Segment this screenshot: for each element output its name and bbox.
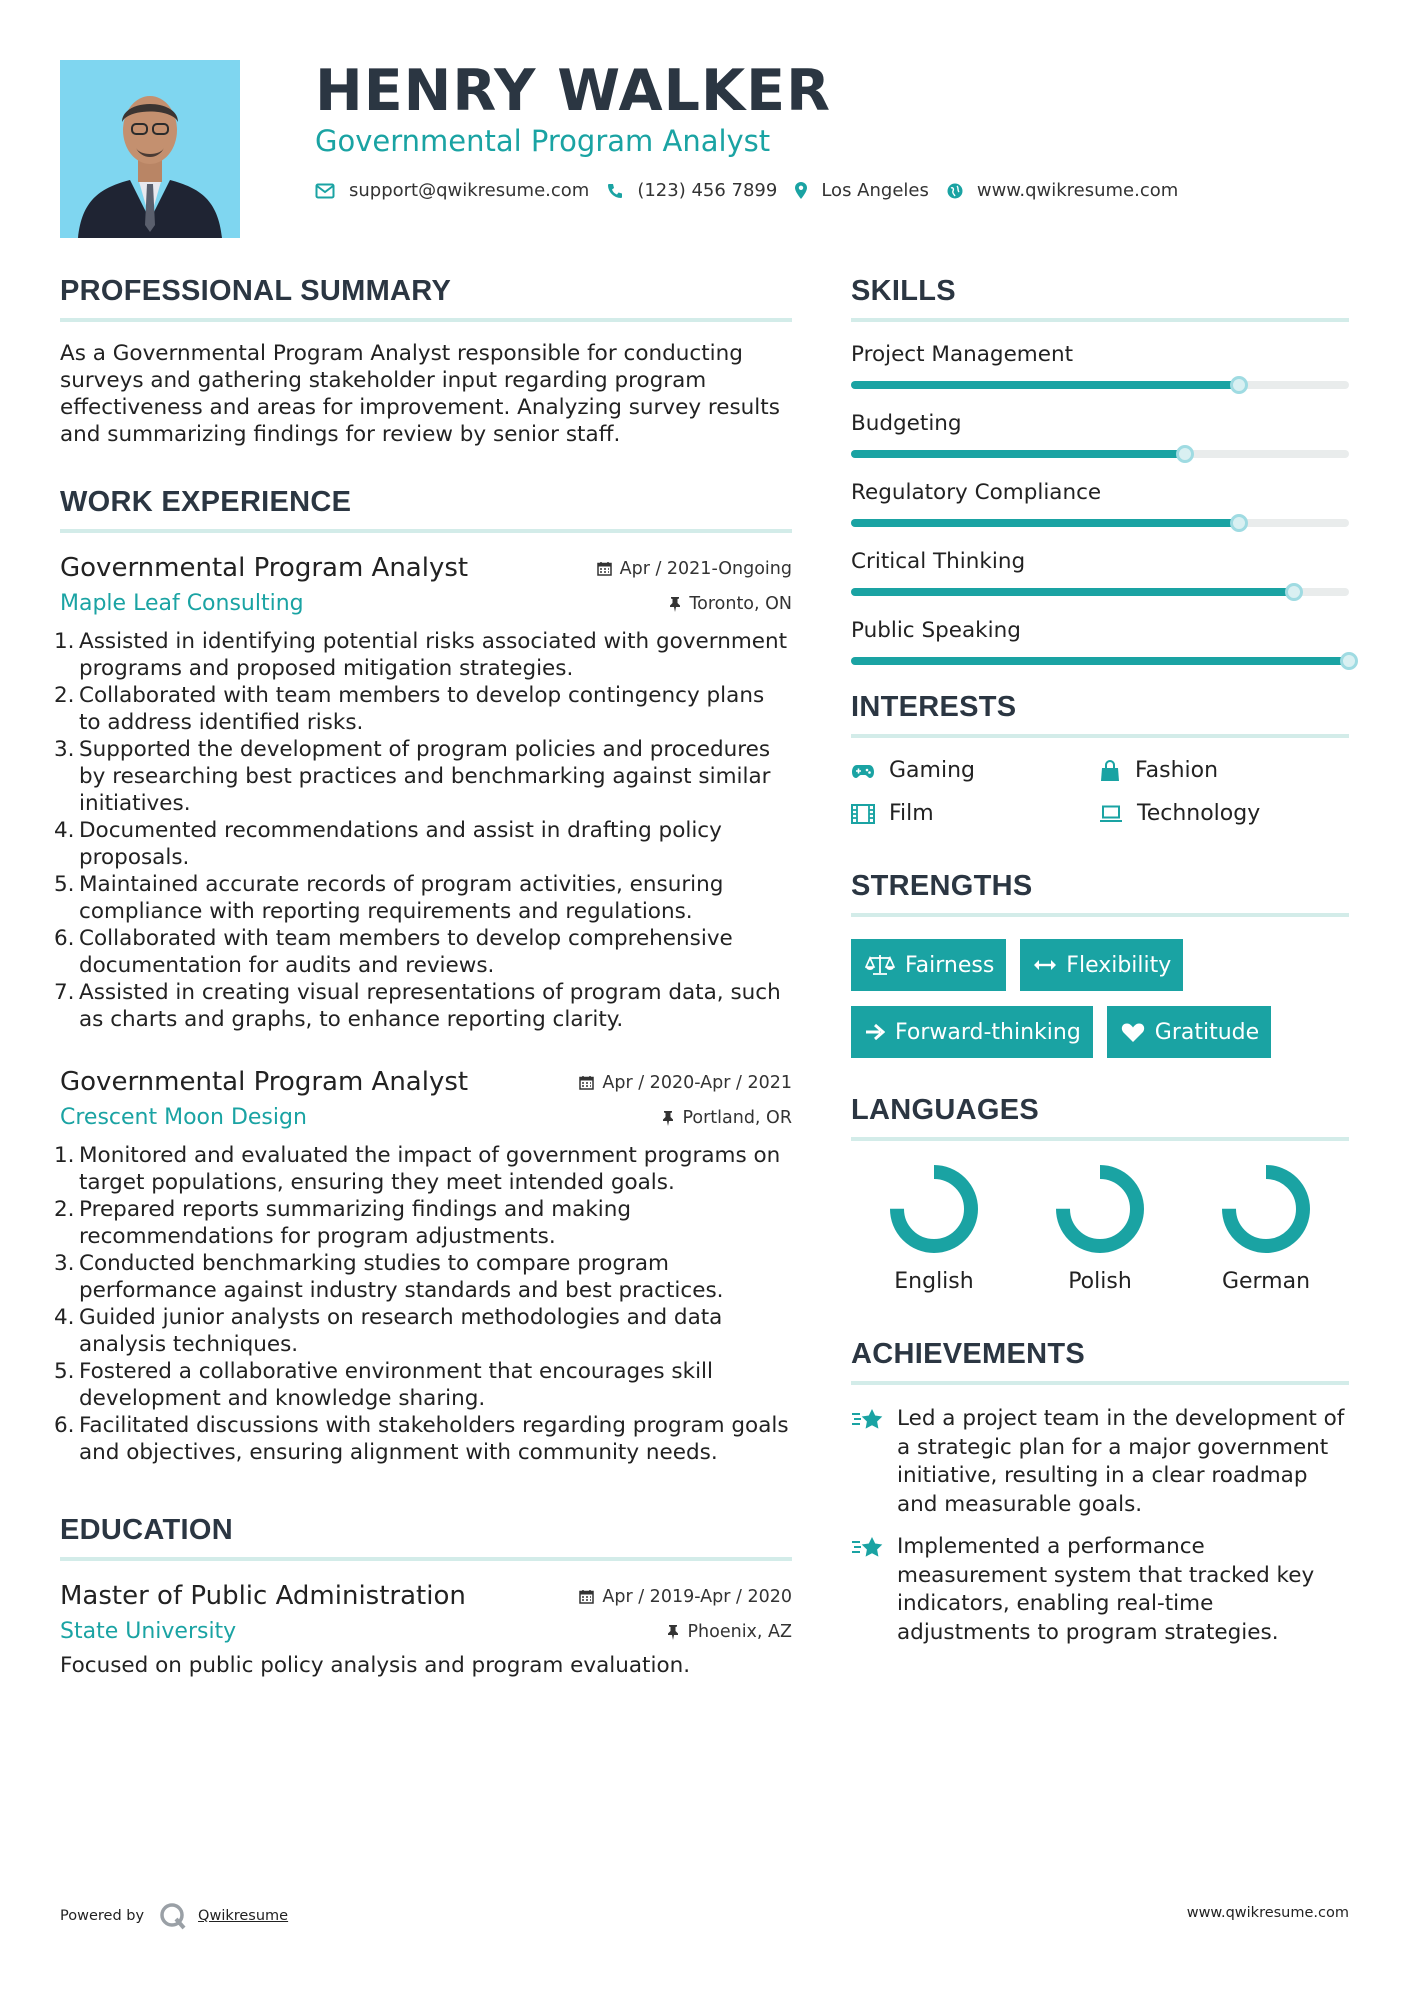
- skill-knob: [1176, 445, 1194, 463]
- interest-item: [851, 758, 1099, 783]
- interest-list: [851, 758, 1349, 826]
- skill-item: [851, 549, 1349, 596]
- skill-track: [851, 519, 1349, 527]
- job-location-text: Toronto, ON: [689, 593, 792, 614]
- interest-label: Film: [889, 801, 934, 826]
- skill-fill: [851, 381, 1239, 389]
- qwikresume-logo-icon: [158, 1901, 188, 1931]
- school-name: State University: [60, 1619, 237, 1644]
- laptop-icon: [1099, 805, 1123, 823]
- job-list: [54, 553, 792, 1466]
- skill-track: [851, 588, 1349, 596]
- heart-icon: [1121, 1022, 1145, 1043]
- strength-tag: [851, 939, 1006, 991]
- powered-by-text: Powered by: [60, 1908, 145, 1924]
- education-location-text: Phoenix, AZ: [687, 1621, 792, 1642]
- bullet-text: Guided junior analysts on research methodologies and data analysis techniques.: [79, 1305, 723, 1357]
- list-number: 6.: [54, 1413, 75, 1438]
- job-entry: [54, 553, 792, 1033]
- interest-item: [1099, 758, 1347, 783]
- job-location: [669, 594, 792, 614]
- language-ring-arc: [1063, 1172, 1137, 1246]
- job-date-text: Apr / 2021-Ongoing: [619, 558, 792, 579]
- list-item: [54, 1358, 792, 1412]
- list-item: [54, 1304, 792, 1358]
- list-item: [54, 1142, 792, 1196]
- achievement-text: Led a project team in the development of a strategic plan for a major government initiative, resulting in a clear roadmap and measurable goals.: [897, 1406, 1345, 1517]
- skill-list: [851, 342, 1349, 665]
- section-title: EDUCATION: [60, 1514, 792, 1561]
- calendar-icon: [579, 1589, 594, 1604]
- education-date-text: Apr / 2019-Apr / 2020: [602, 1586, 792, 1607]
- calendar-icon: [597, 561, 612, 576]
- contact-website[interactable]: [947, 180, 1178, 201]
- gamepad-icon: [851, 763, 875, 779]
- bullet-text: Assisted in creating visual representations of program data, such as charts and graphs, to enhance reporting clarity.: [79, 980, 781, 1032]
- skill-name: Critical Thinking: [851, 549, 1026, 574]
- bullet-text: Conducted benchmarking studies to compare program performance against industry standards and best practices.: [79, 1251, 724, 1303]
- list-item: [54, 1412, 792, 1466]
- achievement-item: [851, 1405, 1349, 1519]
- brand-link[interactable]: Qwikresume: [198, 1908, 289, 1924]
- job-title: Governmental Program Analyst: [60, 1067, 469, 1097]
- footer-powered-by: [60, 1901, 288, 1931]
- skill-knob: [1285, 583, 1303, 601]
- section-title: WORK EXPERIENCE: [60, 486, 792, 533]
- interest-item: [851, 801, 1099, 826]
- language-item: [851, 1165, 1017, 1294]
- list-item: [54, 682, 792, 736]
- left-column: [54, 275, 792, 1679]
- email-text: support@qwikresume.com: [349, 180, 590, 201]
- language-ring: [1222, 1165, 1310, 1253]
- education-date: [579, 1587, 792, 1607]
- contact-location: [795, 180, 929, 201]
- strength-tag: [1020, 939, 1183, 991]
- job-entry: [54, 1067, 792, 1466]
- job-date: [597, 559, 792, 579]
- skill-item: [851, 342, 1349, 389]
- skill-track: [851, 657, 1349, 665]
- interest-label: Fashion: [1135, 758, 1219, 783]
- contact-bar: [315, 180, 1196, 201]
- profile-photo: [60, 60, 240, 238]
- skills-section: [851, 275, 1349, 665]
- achievement-item: [851, 1533, 1349, 1647]
- list-item: [54, 1196, 792, 1250]
- location-text: Los Angeles: [821, 180, 929, 201]
- section-title: SKILLS: [851, 275, 1349, 322]
- list-number: 3.: [54, 1251, 75, 1276]
- language-item: [1183, 1165, 1349, 1294]
- summary-text: As a Governmental Program Analyst responsible for conducting surveys and gathering stakeholder input regarding program effectiveness and areas for improvement. Analyzing survey results and summarizing findings for review by senior staff.: [60, 341, 780, 447]
- envelope-icon: [315, 183, 335, 199]
- section-title: LANGUAGES: [851, 1094, 1349, 1141]
- skill-fill: [851, 519, 1239, 527]
- list-number: 4.: [54, 818, 75, 843]
- bullet-text: Assisted in identifying potential risks associated with government programs and proposed mitigation strategies.: [79, 629, 788, 681]
- bullet-text: Supported the development of program policies and procedures by researching best practices and benchmarking against similar initiatives.: [79, 737, 771, 816]
- language-label: Polish: [1068, 1269, 1132, 1294]
- bullet-text: Fostered a collaborative environment that encourages skill development and knowledge sharing.: [79, 1359, 714, 1411]
- interest-label: Technology: [1137, 801, 1261, 826]
- achievement-text: Implemented a performance measurement system that tracked key indicators, enabling real-time adjustments to program strategies.: [897, 1534, 1315, 1645]
- strength-label: Forward-thinking: [895, 1019, 1081, 1045]
- list-item: [54, 817, 792, 871]
- list-item: [54, 979, 792, 1033]
- film-icon: [851, 804, 875, 824]
- skill-item: [851, 480, 1349, 527]
- achievements-section: [851, 1338, 1349, 1647]
- contact-phone[interactable]: [607, 180, 777, 201]
- bullet-text: Maintained accurate records of program activities, ensuring compliance with reporting requirements and regulations.: [79, 872, 724, 924]
- map-marker-icon: [795, 182, 807, 199]
- candidate-title: Governmental Program Analyst: [315, 124, 771, 158]
- job-date: [579, 1073, 792, 1093]
- strength-label: Fairness: [905, 952, 995, 978]
- skill-item: [851, 618, 1349, 665]
- bullet-text: Collaborated with team members to develop comprehensive documentation for audits and reviews.: [79, 926, 733, 978]
- shopping-bag-icon: [1099, 760, 1121, 782]
- contact-email[interactable]: [315, 180, 589, 201]
- list-number: 1.: [54, 1143, 75, 1168]
- skill-name: Regulatory Compliance: [851, 480, 1102, 505]
- section-title: STRENGTHS: [851, 870, 1349, 917]
- skill-knob: [1230, 376, 1248, 394]
- list-number: 2.: [54, 1197, 75, 1222]
- shooting-star-icon: [851, 1535, 885, 1561]
- interests-section: [851, 691, 1349, 826]
- language-label: English: [894, 1269, 974, 1294]
- experience-section: [54, 486, 792, 1466]
- list-item: [54, 736, 792, 817]
- globe-icon: [947, 183, 963, 199]
- arrows-horizontal-icon: [1034, 959, 1056, 971]
- strength-list: [851, 939, 1349, 1058]
- language-item: [1017, 1165, 1183, 1294]
- education-location: [667, 1622, 792, 1642]
- list-number: 4.: [54, 1305, 75, 1330]
- bullet-text: Facilitated discussions with stakeholders regarding program goals and objectives, ensuring alignment with community needs.: [79, 1413, 789, 1465]
- list-item: [54, 628, 792, 682]
- calendar-icon: [579, 1075, 594, 1090]
- list-number: 2.: [54, 683, 75, 708]
- education-description: Focused on public policy analysis and program evaluation.: [60, 1653, 691, 1678]
- strength-label: Flexibility: [1066, 952, 1172, 978]
- section-title: INTERESTS: [851, 691, 1349, 738]
- list-number: 5.: [54, 872, 75, 897]
- bullet-list: [54, 628, 792, 1033]
- skill-track: [851, 381, 1349, 389]
- list-number: 6.: [54, 926, 75, 951]
- skill-fill: [851, 588, 1294, 596]
- job-title: Governmental Program Analyst: [60, 553, 469, 583]
- skill-name: Project Management: [851, 342, 1074, 367]
- balance-scale-icon: [865, 954, 895, 976]
- section-title: ACHIEVEMENTS: [851, 1338, 1349, 1385]
- pushpin-icon: [662, 1110, 674, 1126]
- skill-item: [851, 411, 1349, 458]
- skill-name: Public Speaking: [851, 618, 1021, 643]
- list-item: [54, 871, 792, 925]
- language-ring-arc: [897, 1172, 971, 1246]
- list-number: 1.: [54, 629, 75, 654]
- arrow-right-icon: [865, 1023, 885, 1041]
- skill-track: [851, 450, 1349, 458]
- bullet-text: Collaborated with team members to develop contingency plans to address identified risks.: [79, 683, 765, 735]
- list-number: 5.: [54, 1359, 75, 1384]
- skill-knob: [1340, 652, 1358, 670]
- interest-item: [1099, 801, 1347, 826]
- strengths-section: [851, 870, 1349, 1058]
- language-ring: [1056, 1165, 1144, 1253]
- strength-label: Gratitude: [1154, 1019, 1260, 1045]
- strength-tag: [851, 1006, 1093, 1058]
- list-item: [54, 925, 792, 979]
- languages-section: [851, 1094, 1349, 1294]
- shooting-star-icon: [851, 1407, 885, 1433]
- summary-section: [60, 275, 792, 448]
- language-list: [851, 1165, 1349, 1294]
- website-text: www.qwikresume.com: [976, 180, 1179, 201]
- strength-tag: [1107, 1006, 1271, 1058]
- interest-label: Gaming: [889, 758, 975, 783]
- skill-fill: [851, 657, 1349, 665]
- degree-title: Master of Public Administration: [60, 1581, 466, 1611]
- company-name: Crescent Moon Design: [60, 1105, 307, 1130]
- education-section: [60, 1514, 792, 1679]
- bullet-text: Prepared reports summarizing findings and making recommendations for program adjustments.: [79, 1197, 632, 1249]
- bullet-text: Documented recommendations and assist in drafting policy proposals.: [79, 818, 722, 870]
- skill-name: Budgeting: [851, 411, 962, 436]
- right-column: [851, 275, 1349, 1661]
- phone-icon: [607, 183, 623, 199]
- footer-website[interactable]: www.qwikresume.com: [1186, 1905, 1349, 1921]
- language-label: German: [1221, 1269, 1311, 1294]
- phone-text: (123) 456 7899: [637, 180, 778, 201]
- job-location-text: Portland, OR: [682, 1107, 792, 1128]
- company-name: Maple Leaf Consulting: [60, 591, 304, 616]
- bullet-list: [54, 1142, 792, 1466]
- job-location: [662, 1108, 792, 1128]
- section-title: PROFESSIONAL SUMMARY: [60, 275, 792, 322]
- job-date-text: Apr / 2020-Apr / 2021: [602, 1072, 792, 1093]
- bullet-text: Monitored and evaluated the impact of government programs on target populations, ensuring they meet intended goals.: [79, 1143, 781, 1195]
- skill-knob: [1230, 514, 1248, 532]
- candidate-name: HENRY WALKER: [315, 58, 831, 124]
- language-ring: [890, 1165, 978, 1253]
- pushpin-icon: [667, 1624, 679, 1640]
- achievement-list: [851, 1405, 1349, 1647]
- skill-fill: [851, 450, 1185, 458]
- list-number: 7.: [54, 980, 75, 1005]
- language-ring-arc: [1229, 1172, 1303, 1246]
- list-item: [54, 1250, 792, 1304]
- pushpin-icon: [669, 596, 681, 612]
- list-number: 3.: [54, 737, 75, 762]
